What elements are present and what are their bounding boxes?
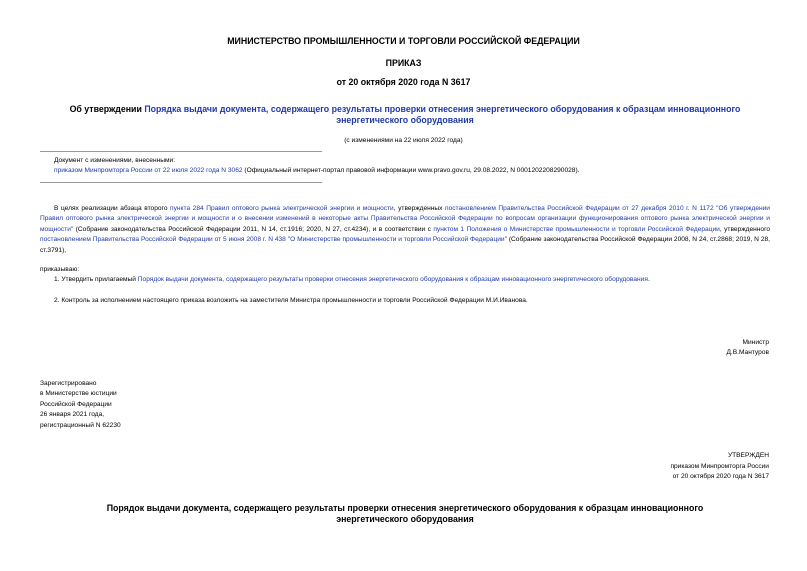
registration-block: [40, 379, 240, 431]
signatory-name: Д.В.Мантуров: [726, 349, 769, 356]
amendment-source: [54, 166, 774, 176]
amendment-note: (с изменениями на 22 июля 2022 года): [344, 137, 463, 144]
registration-line-4: 26 января 2021 года,: [40, 411, 105, 419]
preamble-text-3: (Собрание законодательства Российской Федерации 2011, N 14, ст.1916; 2020, N 27, ст.4234), и в соответствии с: [73, 225, 434, 233]
ministry-regulation-point-1-link[interactable]: пунктом 1 Положения о Министерстве промышленности и торговли Российской Федерации: [433, 225, 720, 233]
approval-stamp-block: [569, 451, 769, 483]
government-decree-1172-link[interactable]: постановлением Правительства Российской Федерации от 27 декабря 2010 г. N 1172 "Об утверждении Правил оптового рынка электрической энергии и мощности и о внесении изменений в некоторые акты Правительства Российской Федерации по вопросам организации функционирования оптового рынка электрической энергии и мощности": [40, 205, 770, 233]
registration-line-1: Зарегистрировано: [40, 380, 97, 387]
order-item-1: [54, 276, 774, 283]
order-item-1-suffix: .: [647, 276, 650, 283]
document-title-link[interactable]: Порядка выдачи документа, содержащего результаты проверки отнесения энергетического оборудования к образцам инновационного энергетического оборудования: [144, 104, 741, 125]
order-date-number: от 20 октября 2020 года N 3617: [336, 77, 471, 87]
document-title-prefix: Об утверждении: [69, 104, 145, 114]
order-item-2: 2. Контроль за исполнением настоящего приказа возложить на заместителя Министра промышленности и торговли Российской Федерации М.И.Иванова.: [54, 297, 528, 304]
procedure-link[interactable]: Порядок выдачи документа, содержащего результаты проверки отнесения энергетического оборудования к образцам инновационного энергетического оборудования: [137, 276, 648, 283]
preamble-text-2: , утвержденных: [393, 205, 446, 212]
registration-line-2: в Министерстве юстиции: [40, 390, 117, 398]
amendment-document-block: [54, 156, 774, 176]
preamble-text-1: В целях реализации абзаца второго: [54, 205, 171, 212]
amendment-order-link[interactable]: приказом Минпромторга России от 22 июля 2022 года N 3062: [54, 167, 243, 174]
preamble-text-5: (Собрание законодательства Российской Федерации 2008, N 24, ст.2868; 2019, N 28, ст.3791),: [40, 236, 770, 254]
orders-word: приказываю:: [40, 266, 80, 273]
preamble-text: [40, 204, 770, 256]
approved-word: УТВЕРЖДЕН: [727, 452, 769, 459]
signatory-position: Министр: [742, 339, 769, 346]
document-title: [60, 104, 750, 126]
registration-line-3: Российской Федерации: [40, 400, 112, 408]
divider-top: [40, 151, 322, 152]
approved-date-number: от 20 октября 2020 года N 3617: [672, 473, 769, 481]
ministry-heading: МИНИСТЕРСТВО ПРОМЫШЛЕННОСТИ И ТОРГОВЛИ РОССИЙСКОЙ ФЕДЕРАЦИИ: [227, 36, 580, 46]
government-decree-438-link[interactable]: постановлением Правительства Российской Федерации от 5 июня 2008 г. N 438 "О Министерстве промышленности и торговли Российской Федерации": [40, 236, 507, 244]
approved-by-order: приказом Минпромторга России: [670, 462, 769, 470]
registration-line-5: регистрационный N 62230: [40, 421, 121, 429]
procedure-title: Порядок выдачи документа, содержащего результаты проверки отнесения энергетического оборудования к образцам инновационного энергетического оборудования: [106, 503, 704, 524]
order-item-1-prefix: 1. Утвердить прилагаемый: [54, 276, 138, 283]
divider-bottom: [40, 182, 322, 183]
signature-block: [569, 338, 769, 358]
rules-point-284-link[interactable]: пункта 284 Правил оптового рынка электрической энергии и мощности: [170, 205, 394, 212]
order-type-heading: ПРИКАЗ: [385, 58, 422, 68]
preamble-text-4: , утвержденного: [719, 225, 771, 233]
preamble-paragraph: [40, 204, 770, 256]
amendment-heading: Документ с изменениями, внесенными:: [54, 157, 176, 164]
amendment-publication: (Официальный интернет-портал правовой информации www.pravo.gov.ru, 29.08.2022, N 0001202208290028).: [242, 167, 580, 174]
